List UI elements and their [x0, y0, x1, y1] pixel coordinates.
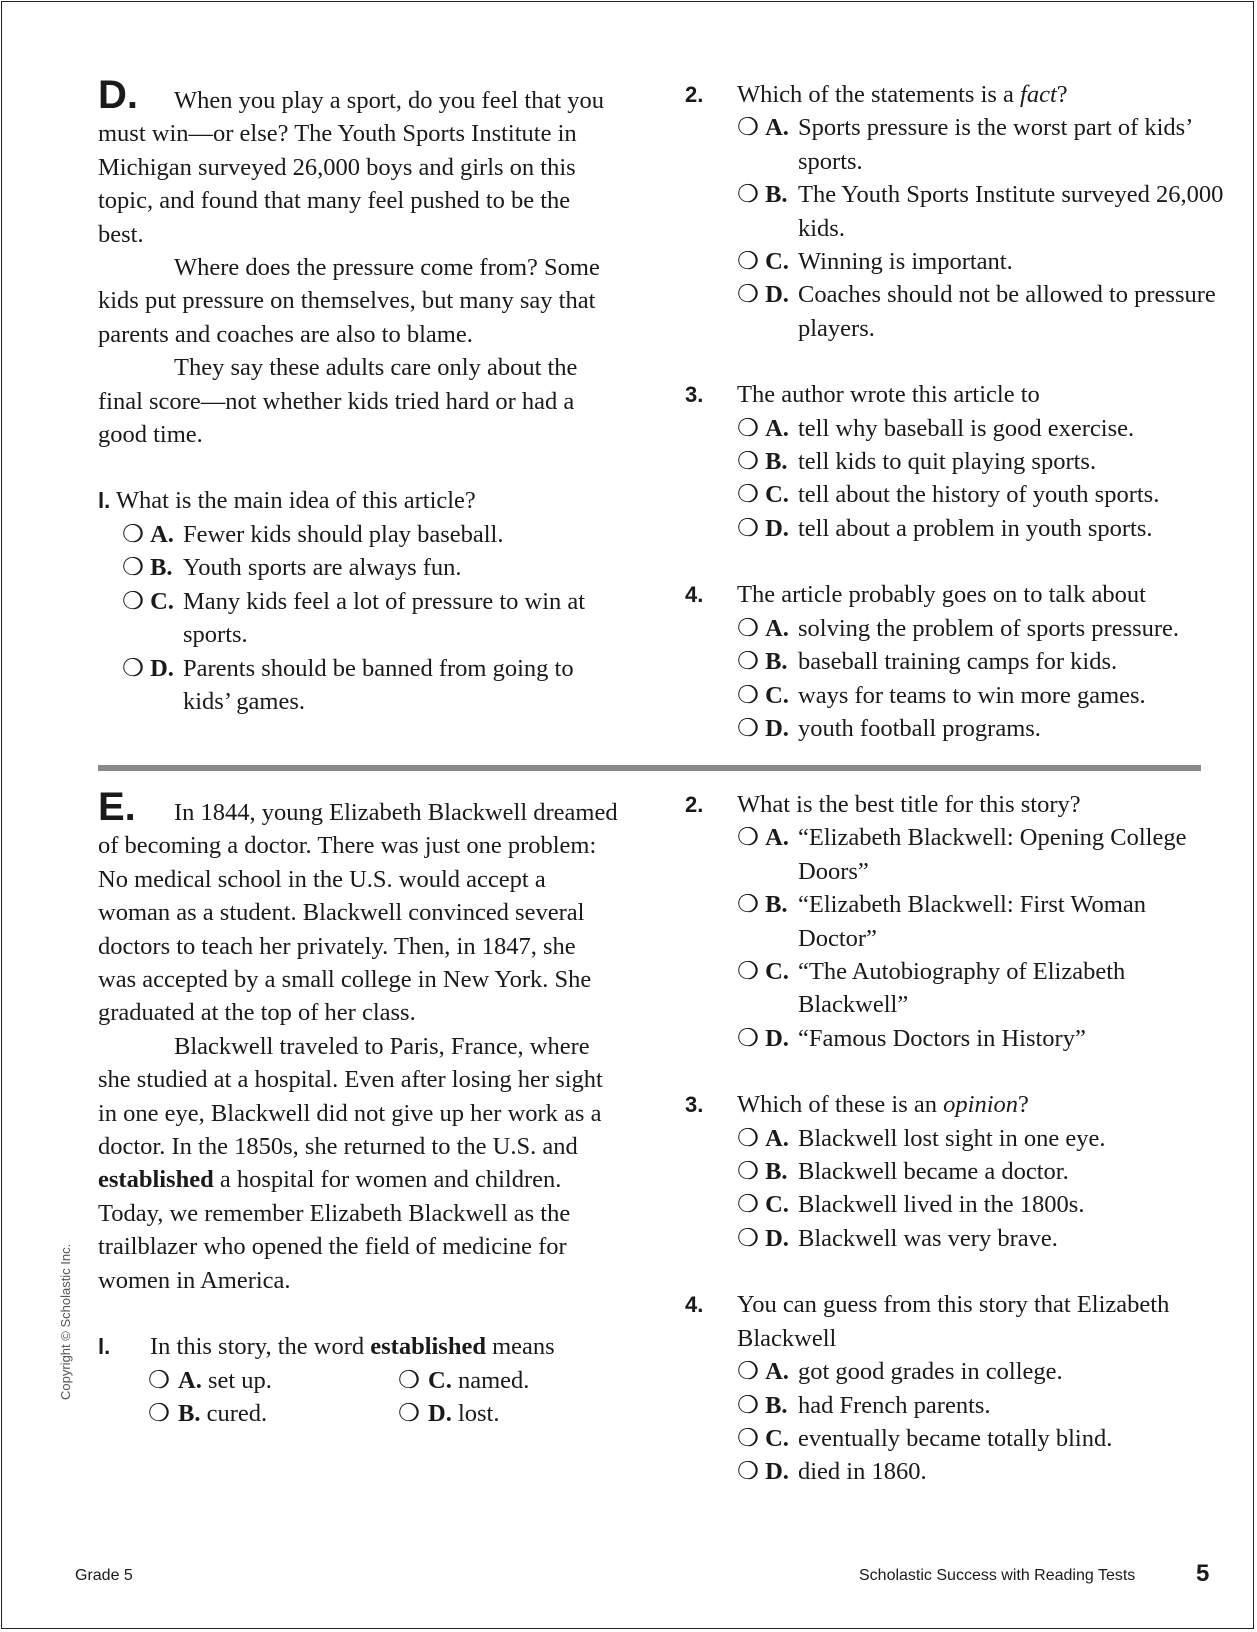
- radio-circle-icon: ❍ D.: [737, 281, 789, 309]
- answer-option-d[interactable]: ❍ D. Coaches should not be allowed to pressure players.: [737, 278, 1225, 345]
- radio-circle-icon: ❍ A.: [122, 520, 174, 548]
- radio-circle-icon: ❍ C.: [737, 681, 789, 709]
- question-text: The author wrote this article to: [737, 381, 1040, 409]
- radio-circle-icon: ❍ D.: [737, 714, 789, 742]
- answer-option-b[interactable]: ❍ B. cured.: [148, 1397, 398, 1430]
- radio-circle-icon: ❍: [398, 1366, 420, 1394]
- answer-option-b[interactable]: ❍ B. had French parents.: [737, 1389, 1225, 1422]
- question-number: 3.: [685, 382, 704, 408]
- section-e-question-1: [98, 1330, 618, 1430]
- radio-circle-icon: ❍ A.: [737, 414, 789, 442]
- section-d-paragraph-2: Where does the pressure come from? Some kids put pressure on themselves, but many say that parents and coaches are also to blame.: [98, 254, 600, 348]
- answer-option-c[interactable]: ❍ C. “The Autobiography of Elizabeth Blackwell”: [737, 955, 1225, 1022]
- answer-option-d[interactable]: ❍ D. Parents should be banned from going to kids’ games.: [122, 652, 618, 719]
- section-d-question-4: [685, 578, 1225, 745]
- radio-circle-icon: ❍ A.: [737, 1358, 789, 1386]
- question-number: 2.: [685, 82, 704, 107]
- answer-option-a[interactable]: ❍ A. solving the problem of sports pressure.: [737, 612, 1225, 645]
- section-d-question-3: [685, 378, 1225, 545]
- question-number: 3.: [685, 1092, 704, 1118]
- answer-option-d[interactable]: ❍ D. youth football programs.: [737, 712, 1225, 745]
- radio-circle-icon: ❍ A.: [737, 614, 789, 642]
- question-text: You can guess from this story that Elizabeth Blackwell: [737, 1291, 1170, 1352]
- radio-circle-icon: ❍ A.: [737, 1124, 789, 1152]
- section-d-paragraph-3: They say these adults care only about the final score—not whether kids tried hard or had a good time.: [98, 354, 578, 449]
- section-d-paragraph-1: D. When you play a sport, do you feel that you must win—or else? The Youth Sports Institute in Michigan surveyed 26,000 boys and girls on this topic, and found that many feel pushed to be the best.: [98, 73, 605, 248]
- section-d-question-2: [685, 78, 1225, 345]
- radio-circle-icon: ❍: [148, 1366, 170, 1394]
- section-d-passage: [98, 73, 618, 718]
- radio-circle-icon: ❍ D.: [737, 514, 789, 542]
- section-divider: [98, 765, 1201, 771]
- answer-option-d[interactable]: ❍ D. “Famous Doctors in History”: [737, 1022, 1225, 1055]
- radio-circle-icon: ❍ B.: [737, 1391, 788, 1419]
- radio-circle-icon: ❍ B.: [737, 1158, 788, 1186]
- answer-option-c[interactable]: ❍ C. tell about the history of youth sports.: [737, 478, 1225, 511]
- radio-circle-icon: ❍ D.: [737, 1224, 789, 1252]
- radio-circle-icon: ❍: [148, 1399, 170, 1427]
- question-number: l.: [98, 1334, 111, 1360]
- answer-option-b[interactable]: ❍ B. tell kids to quit playing sports.: [737, 445, 1225, 478]
- answer-option-d[interactable]: ❍ D. Blackwell was very brave.: [737, 1222, 1225, 1255]
- radio-circle-icon: ❍ C.: [737, 1424, 789, 1452]
- radio-circle-icon: ❍ D.: [122, 654, 174, 682]
- question-number: 2.: [685, 792, 704, 817]
- answer-option-c[interactable]: ❍ C. Many kids feel a lot of pressure to win at sports.: [122, 585, 618, 652]
- section-e-letter: E.: [98, 785, 136, 829]
- answer-option-d[interactable]: ❍ D. tell about a problem in youth sports.: [737, 512, 1225, 545]
- section-e-paragraph-2: Blackwell traveled to Paris, France, where she studied at a hospital. Even after losing her sight in one eye, Blackwell did not give up her work as a doctor. In the 1850s, she returned to the U.S. and established a hospital for women and children. Today, we remember Elizabeth Blackwell as the trailblazer who opened the field of medicine for women in America.: [98, 1032, 603, 1294]
- question-text: What is the main idea of this article?: [115, 487, 476, 515]
- question-number: 4.: [685, 1292, 704, 1318]
- radio-circle-icon: ❍ B.: [737, 648, 788, 676]
- radio-circle-icon: ❍ C.: [122, 587, 174, 615]
- answer-option-a[interactable]: ❍ A. Blackwell lost sight in one eye.: [737, 1122, 1225, 1155]
- answer-option-a[interactable]: ❍ A. set up.: [148, 1364, 398, 1397]
- answer-option-a[interactable]: ❍ A. “Elizabeth Blackwell: Opening College Doors”: [737, 821, 1225, 888]
- radio-circle-icon: ❍ A.: [737, 824, 789, 852]
- answer-option-c[interactable]: ❍ C. named.: [398, 1364, 598, 1397]
- section-d-letter: D.: [98, 73, 138, 117]
- radio-circle-icon: ❍ C.: [737, 481, 789, 509]
- question-number: l.: [98, 488, 111, 514]
- section-d-question-1: [98, 484, 618, 718]
- question-number: 4.: [685, 582, 704, 608]
- radio-circle-icon: ❍ B.: [122, 554, 173, 582]
- question-text: Which of these is an opinion?: [737, 1091, 1029, 1119]
- answer-option-d[interactable]: ❍ D. died in 1860.: [737, 1455, 1225, 1488]
- section-d-questions: [685, 78, 1225, 745]
- radio-circle-icon: ❍ A.: [737, 114, 789, 142]
- answer-option-a[interactable]: ❍ A. got good grades in college.: [737, 1355, 1225, 1388]
- footer-grade: Grade 5: [75, 1567, 133, 1584]
- question-text: What is the best title for this story?: [737, 791, 1081, 818]
- question-text: Which of the statements is a fact?: [737, 81, 1068, 108]
- radio-circle-icon: ❍ C.: [737, 248, 789, 276]
- answer-option-b[interactable]: ❍ B. Youth sports are always fun.: [122, 551, 618, 584]
- question-text: The article probably goes on to talk about: [737, 581, 1146, 609]
- question-text: In this story, the word established means: [150, 1333, 555, 1361]
- answer-option-b[interactable]: ❍ B. The Youth Sports Institute surveyed 26,000 kids.: [737, 178, 1225, 245]
- answer-option-a[interactable]: ❍ A. Fewer kids should play baseball.: [122, 518, 618, 551]
- radio-circle-icon: ❍ B.: [737, 448, 788, 476]
- section-e-questions: [685, 788, 1225, 1489]
- page-number: 5: [1196, 1560, 1210, 1587]
- answer-option-b[interactable]: ❍ B. Blackwell became a doctor.: [737, 1155, 1225, 1188]
- answer-option-c[interactable]: ❍ C. Winning is important.: [737, 245, 1225, 278]
- section-e-passage: [98, 785, 618, 1430]
- radio-circle-icon: ❍ D.: [737, 1024, 789, 1052]
- answer-option-a[interactable]: ❍ A. tell why baseball is good exercise.: [737, 412, 1225, 445]
- radio-circle-icon: ❍ B.: [737, 891, 788, 919]
- section-e-question-3: [685, 1088, 1225, 1255]
- section-e-question-4: [685, 1288, 1225, 1488]
- answer-option-c[interactable]: ❍ C. eventually became totally blind.: [737, 1422, 1225, 1455]
- section-e-paragraph-1: E. In 1844, young Elizabeth Blackwell dreamed of becoming a doctor. There was just one problem: No medical school in the U.S. would accept a woman as a student. Blackwell convinced several doctors to teach her privately. Then, in 1847, she was accepted by a small college in New York. She graduated at the top of her class.: [98, 785, 618, 1027]
- answer-option-b[interactable]: ❍ B. “Elizabeth Blackwell: First Woman Doctor”: [737, 888, 1225, 955]
- radio-circle-icon: ❍ D.: [737, 1458, 789, 1486]
- radio-circle-icon: ❍ C.: [737, 958, 789, 986]
- answer-option-a[interactable]: ❍ A. Sports pressure is the worst part of kids’ sports.: [737, 111, 1225, 178]
- answer-option-c[interactable]: ❍ C. Blackwell lived in the 1800s.: [737, 1188, 1225, 1221]
- radio-circle-icon: ❍ C.: [737, 1191, 789, 1219]
- footer-title: Scholastic Success with Reading Tests: [859, 1567, 1136, 1584]
- answer-option-d[interactable]: ❍ D. lost.: [398, 1397, 598, 1430]
- radio-circle-icon: ❍ B.: [737, 181, 788, 209]
- copyright-notice: Copyright © Scholastic Inc.: [58, 1243, 73, 1400]
- answer-option-c[interactable]: ❍ C. ways for teams to win more games.: [737, 679, 1225, 712]
- radio-circle-icon: ❍: [398, 1399, 420, 1427]
- answer-option-b[interactable]: ❍ B. baseball training camps for kids.: [737, 645, 1225, 678]
- section-e-question-2: [685, 788, 1225, 1055]
